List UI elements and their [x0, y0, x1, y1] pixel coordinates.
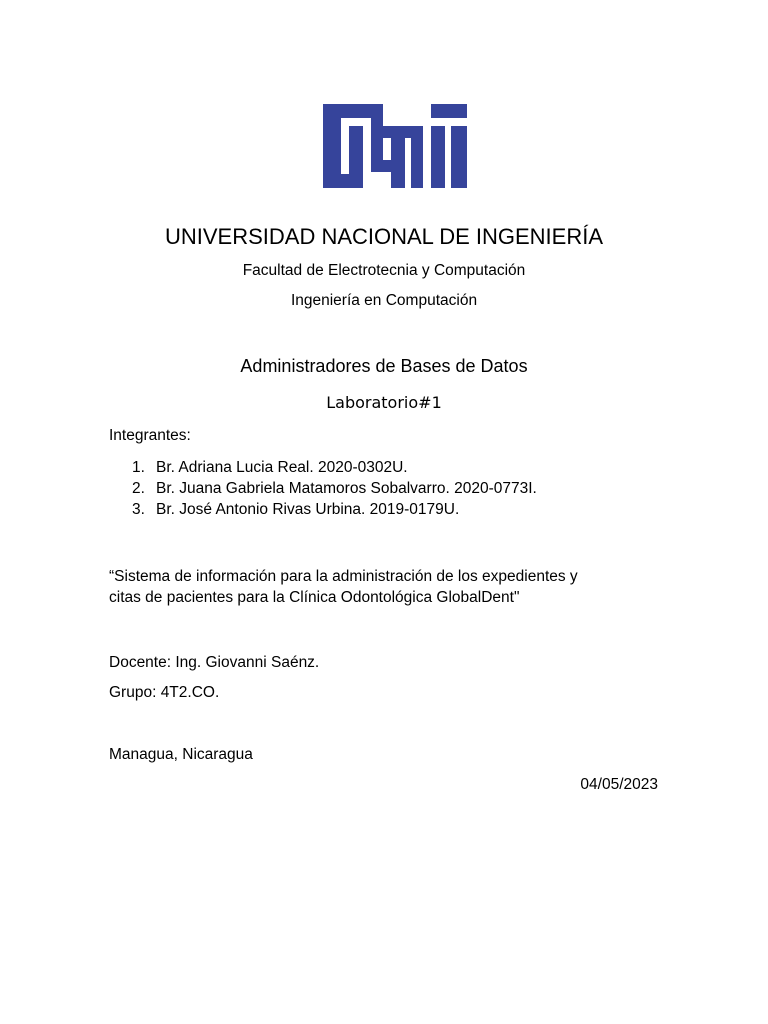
project-title-line: “Sistema de información para la administración de los expedientes y — [109, 568, 578, 585]
list-number: 3. — [132, 501, 145, 518]
course-name: Administradores de Bases de Datos — [240, 356, 528, 376]
list-number: 1. — [132, 459, 145, 476]
member-text: Br. José Antonio Rivas Urbina. 2019-0179U. — [156, 501, 460, 518]
member-text: Br. Juana Gabriela Matamoros Sobalvarro. 2020-0773I. — [156, 480, 537, 497]
uni-logo-icon — [323, 104, 467, 188]
list-item — [132, 478, 537, 499]
faculty-name: Facultad de Electrotecnia y Computación — [242, 262, 526, 279]
list-item — [132, 499, 537, 520]
list-number: 2. — [132, 480, 145, 497]
project-title-line: citas de pacientes para la Clínica Odontológica GlobalDent" — [109, 589, 520, 606]
university-name: UNIVERSIDAD NACIONAL DE INGENIERÍA — [164, 224, 604, 249]
list-item — [132, 457, 537, 478]
member-text: Br. Adriana Lucia Real. 2020-0302U. — [156, 459, 408, 476]
group: Grupo: 4T2.CO. — [109, 684, 220, 701]
members-list — [132, 457, 537, 520]
city: Managua, Nicaragua — [109, 746, 253, 763]
members-label: Integrantes: — [109, 427, 191, 444]
program-name: Ingeniería en Computación — [290, 292, 478, 309]
project-title — [109, 566, 578, 608]
date: 04/05/2023 — [580, 776, 658, 793]
lab-title: Laboratorio#1 — [326, 393, 442, 412]
teacher: Docente: Ing. Giovanni Saénz. — [109, 654, 320, 671]
